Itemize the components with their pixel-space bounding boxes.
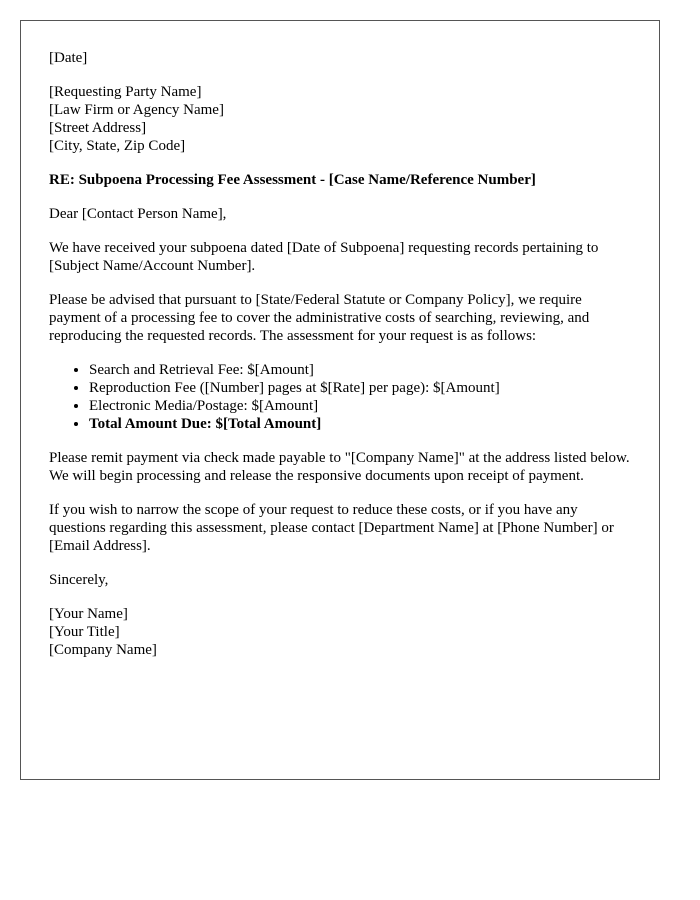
letter-body [49, 49, 631, 675]
fee-item-reproduction: • Reproduction Fee ([Number] pages at $[Rate] per page): $[Amount] [89, 379, 631, 397]
signature-company: [Company Name] [49, 642, 157, 658]
paragraph-remit: Please remit payment via check made payable to "[Company Name]" at the address listed below. We will begin processing and release the responsive documents upon receipt of payment. [49, 450, 630, 484]
signature-title: [Your Title] [49, 624, 120, 640]
recipient-address [49, 83, 631, 155]
fee-list [49, 361, 631, 433]
paragraph-advised: Please be advised that pursuant to [State/Federal Statute or Company Policy], we require payment of a processing fee to cover the administrative costs of searching, reviewing, and reproducing the requested records. The assessment for your request is as follows: [49, 292, 590, 344]
salutation: Dear [Contact Person Name], [49, 206, 227, 222]
recipient-street: [Street Address] [49, 120, 147, 136]
signature-block [49, 605, 631, 659]
closing: Sincerely, [49, 572, 109, 588]
recipient-name: [Requesting Party Name] [49, 84, 202, 100]
letter-page [20, 20, 660, 780]
letter-date: [Date] [49, 50, 88, 66]
fee-item-search: • Search and Retrieval Fee: $[Amount] [89, 361, 631, 379]
fee-item-media-postage: • Electronic Media/Postage: $[Amount] [89, 397, 631, 415]
subject-line: RE: Subpoena Processing Fee Assessment - [Case Name/Reference Number] [49, 172, 536, 188]
paragraph-received: We have received your subpoena dated [Date of Subpoena] requesting records pertaining to [Subject Name/Account Number]. [49, 240, 599, 274]
recipient-firm: [Law Firm or Agency Name] [49, 102, 224, 118]
fee-item-total: • Total Amount Due: $[Total Amount] [89, 415, 631, 433]
signature-name: [Your Name] [49, 606, 128, 622]
recipient-city-state-zip: [City, State, Zip Code] [49, 138, 186, 154]
paragraph-narrow: If you wish to narrow the scope of your request to reduce these costs, or if you have any questions regarding this assessment, please contact [Department Name] at [Phone Number] or [Email Address]. [49, 502, 614, 554]
